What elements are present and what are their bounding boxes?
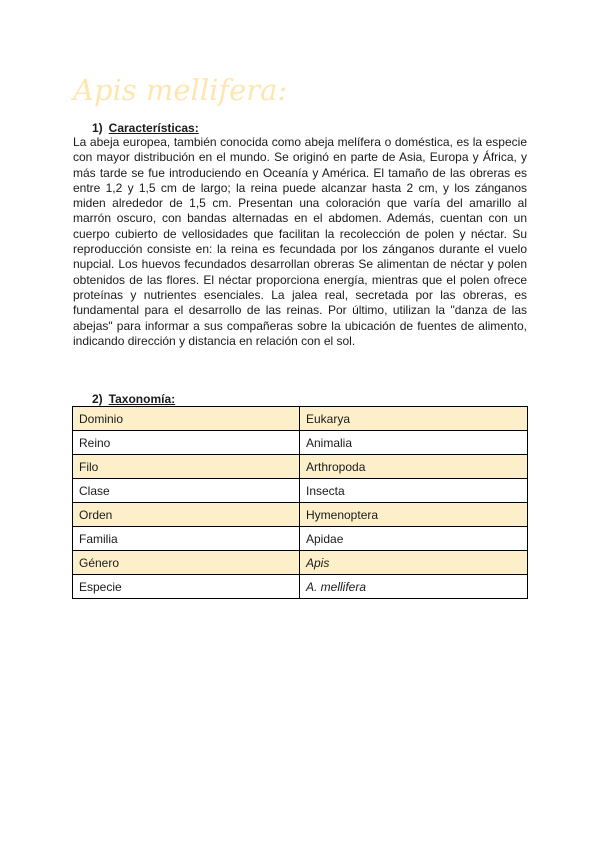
table-row [73, 431, 528, 455]
section-heading-text: Taxonomía: [108, 392, 176, 406]
table-row [73, 479, 528, 503]
table-row [73, 455, 528, 479]
section-heading-characteristics [92, 121, 199, 136]
section-number: 2) [92, 392, 103, 406]
rank-cell: Dominio [73, 407, 300, 431]
characteristics-paragraph: La abeja europea, también conocida como abeja melífera o doméstica, es la especie con mayor distribución en el mundo. Se originó en parte de Asia, Europa y África, y más tarde se fue introduciendo en Oceanía y América. El tamaño de las obreras es entre 1,2 y 1,5 cm de largo; la reina puede alcanzar hasta 2 cm, y los zánganos miden alrededor de 1,5 cm. Presentan una coloración que varía del amarillo al marrón oscuro, con bandas alternadas en el abdomen. Además, cuentan con un cuerpo cubierto de vellosidades que facilitan la recolección de polen y néctar. Su reproducción consiste en: la reina es fecundada por los zánganos durante el vuelo nupcial. Los huevos fecundados desarrollan obreras Se alimentan de néctar y polen obtenidos de las flores. El néctar proporciona energía, mientras que el polen ofrece proteínas y nutrientes esenciales. La jalea real, secretada por las obreras, es fundamental para el desarrollo de las reinas. Por último, utilizan la "danza de las abejas" para informar a sus compañeras sobre la ubicación de fuentes de alimento, indicando dirección y distancia en relación con el sol. [73, 135, 527, 348]
taxonomy-table [72, 406, 528, 599]
value-cell: Apidae [300, 527, 528, 551]
rank-cell: Familia [73, 527, 300, 551]
rank-cell: Orden [73, 503, 300, 527]
table-row [73, 551, 528, 575]
table-row [73, 503, 528, 527]
rank-cell: Especie [73, 575, 300, 599]
value-cell: Insecta [300, 479, 528, 503]
table-row [73, 527, 528, 551]
rank-cell: Clase [73, 479, 300, 503]
section-heading-taxonomy [92, 392, 175, 407]
rank-cell: Filo [73, 455, 300, 479]
value-cell: Eukarya [300, 407, 528, 431]
table-row [73, 407, 528, 431]
section-heading-text: Características: [108, 121, 199, 135]
value-cell: Hymenoptera [300, 503, 528, 527]
value-cell: Arthropoda [300, 455, 528, 479]
rank-cell: Género [73, 551, 300, 575]
table-row [73, 575, 528, 599]
value-cell: A. mellifera [300, 575, 528, 599]
section-number: 1) [92, 121, 103, 135]
document-title: Apis mellifera: [73, 73, 288, 107]
value-cell: Apis [300, 551, 528, 575]
rank-cell: Reino [73, 431, 300, 455]
value-cell: Animalia [300, 431, 528, 455]
